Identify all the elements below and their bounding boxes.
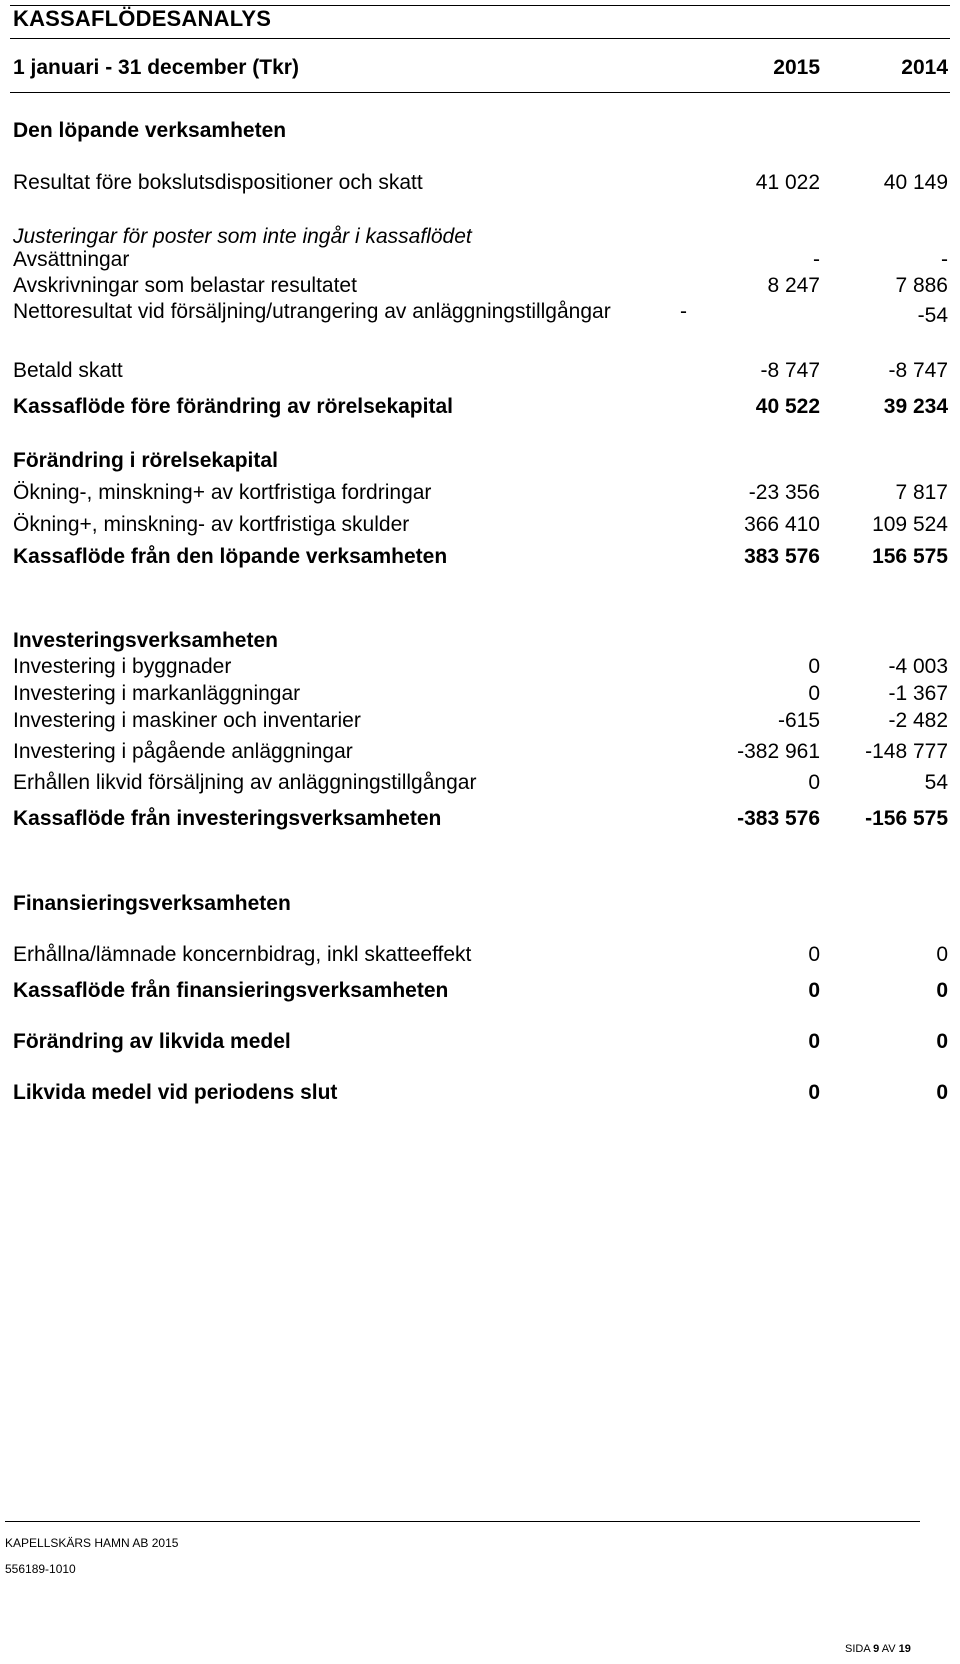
value-2014: -8 747 [888, 359, 948, 382]
value-2015: -8 747 [760, 359, 820, 382]
period-header-row [0, 56, 960, 84]
ongoing-row [0, 740, 960, 768]
value-2015: 0 [808, 1081, 820, 1104]
footer-company: KAPELLSKÄRS HAMN AB 2015 [5, 1536, 179, 1550]
row-label: Ökning-, minskning+ av kortfristiga fordringar [13, 481, 432, 504]
row-label: Kassaflöde från den löpande verksamheten [13, 545, 448, 568]
wc-title-row [0, 449, 960, 477]
value-2014: 54 [924, 771, 948, 794]
land-row [0, 682, 960, 710]
provisions-row [0, 248, 960, 276]
value-2014: - [941, 248, 948, 271]
value-2015: -23 356 [748, 481, 820, 504]
value-2015: -382 961 [737, 740, 820, 763]
buildings-row [0, 655, 960, 683]
row-label: Betald skatt [13, 359, 123, 382]
cf-financing-row [0, 979, 960, 1007]
value-2015: 383 576 [744, 545, 820, 568]
page-prefix: SIDA [845, 1643, 871, 1655]
row-label: Erhållen likvid försäljning av anläggningstillgångar [13, 771, 477, 794]
year-2015-header: 2015 [773, 56, 820, 79]
value-2015: 0 [808, 979, 820, 1002]
value-2014: 0 [936, 979, 948, 1002]
tax-paid-row [0, 359, 960, 387]
value-2014: 7 817 [895, 481, 948, 504]
row-label: Likvida medel vid periodens slut [13, 1081, 338, 1104]
row-label: Investering i markanläggningar [13, 682, 301, 705]
row-label: Ökning+, minskning- av kortfristiga skulder [13, 513, 410, 536]
heading-rule [10, 38, 950, 39]
value-2015: 0 [808, 771, 820, 794]
year-2014-header: 2014 [901, 56, 948, 79]
cf-investing-row [0, 807, 960, 835]
group-contrib-row [0, 943, 960, 971]
value-2014: 39 234 [883, 395, 948, 418]
period-label: 1 januari - 31 december (Tkr) [13, 56, 299, 79]
row-label: Resultat före bokslutsdispositioner och skatt [13, 171, 423, 194]
value-2014: 7 886 [895, 274, 948, 297]
row-label: Erhållna/lämnade koncernbidrag, inkl skatteeffekt [13, 943, 472, 966]
value-2014: 0 [936, 1081, 948, 1104]
liabilities-row [0, 513, 960, 541]
value-2014: -156 575 [865, 807, 948, 830]
row-label: Kassaflöde från finansieringsverksamheten [13, 979, 449, 1002]
page-number [845, 1643, 911, 1655]
value-2015: 41 022 [755, 171, 820, 194]
value-2015: 40 522 [755, 395, 820, 418]
section-title-label: Den löpande verksamheten [13, 119, 287, 142]
value-2015: - [680, 300, 687, 323]
net-result-sale-row [0, 300, 960, 328]
row-label: Kassaflöde från investeringsverksamheten [13, 807, 442, 830]
sale-row [0, 771, 960, 799]
cf-operating-row [0, 545, 960, 573]
value-2015: 8 247 [767, 274, 820, 297]
value-2014: 109 524 [872, 513, 948, 536]
depreciation-row [0, 274, 960, 302]
page-sep: AV [881, 1643, 896, 1655]
cash-end-row [0, 1081, 960, 1109]
value-2014: -1 367 [888, 682, 948, 705]
machinery-row [0, 709, 960, 737]
value-2015: -615 [777, 709, 820, 732]
value-2014: 40 149 [883, 171, 948, 194]
value-2014: 0 [936, 1030, 948, 1053]
row-label: Kassaflöde före förändring av rörelsekapital [13, 395, 453, 418]
value-2015: 366 410 [744, 513, 820, 536]
row-label: Förändring av likvida medel [13, 1030, 291, 1053]
row-label: Investering i byggnader [13, 655, 232, 678]
value-2015: 0 [808, 682, 820, 705]
value-2015: 0 [808, 1030, 820, 1053]
value-2014: -148 777 [865, 740, 948, 763]
row-label: Investering i pågående anläggningar [13, 740, 353, 763]
section-title-label: Finansieringsverksamheten [13, 892, 291, 915]
page-heading: KASSAFLÖDESANALYS [13, 6, 272, 31]
page-current: 9 [873, 1643, 880, 1655]
footer-rule [5, 1521, 920, 1522]
value-2015: -383 576 [737, 807, 820, 830]
period-rule [10, 92, 950, 93]
value-2014: -2 482 [888, 709, 948, 732]
row-label: Investering i maskiner och inventarier [13, 709, 361, 732]
financing-section-title [0, 892, 960, 920]
operating-section-title [0, 119, 960, 147]
row-label: Förändring i rörelsekapital [13, 449, 278, 472]
value-2014: 0 [936, 943, 948, 966]
value-2014: 156 575 [872, 545, 948, 568]
cf-before-wc-row [0, 395, 960, 423]
receivables-row [0, 481, 960, 509]
value-2015: 0 [808, 655, 820, 678]
page-total: 19 [898, 1643, 911, 1655]
value-2015: - [813, 248, 820, 271]
change-cash-row [0, 1030, 960, 1058]
value-2014: -4 003 [888, 655, 948, 678]
row-label: Justeringar för poster som inte ingår i kassaflödet [13, 225, 472, 248]
footer-org-number: 556189-1010 [5, 1562, 76, 1576]
investing-section-title [0, 629, 960, 657]
result-before-tax-row [0, 171, 960, 199]
section-title-label: Investeringsverksamheten [13, 629, 278, 652]
value-2014: -54 [917, 304, 948, 327]
row-label: Avsättningar [13, 248, 130, 271]
row-label: Nettoresultat vid försäljning/utrangering av anläggningstillgångar [13, 300, 611, 323]
value-2015: 0 [808, 943, 820, 966]
row-label: Avskrivningar som belastar resultatet [13, 274, 357, 297]
